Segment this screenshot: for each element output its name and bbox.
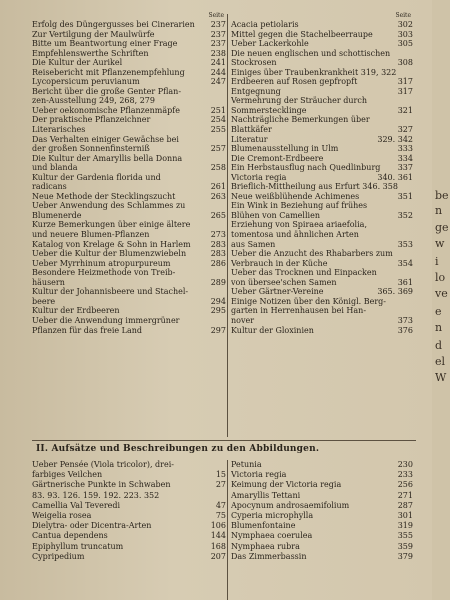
- toc-entry-title: Ein Herbstausflug nach Quedlinburg: [231, 163, 381, 173]
- facing-page-edge: [432, 0, 450, 600]
- toc-entry-title: Ueber Gärtner-Vereine: [231, 287, 324, 297]
- toc-right-column: [231, 12, 413, 335]
- toc-entry: [231, 297, 413, 307]
- toc-entry: [32, 259, 226, 269]
- toc-entry-title: Erdbeeren auf Rosen gepfropft: [231, 77, 358, 87]
- toc-entry: [32, 135, 226, 145]
- toc-entry-title: Die Kultur der Aurikel: [32, 58, 123, 68]
- toc-entry-page: 365. 369: [377, 287, 413, 297]
- toc-entry-page: 376: [397, 325, 413, 335]
- toc-entry: [32, 297, 226, 307]
- toc-entry: [231, 316, 413, 326]
- toc-entry-title: Besondere Heizmethode von Treib-: [32, 268, 176, 278]
- toc-entry: [231, 480, 413, 490]
- toc-entry-title: Kultur der Gardenia florida und: [32, 172, 161, 182]
- toc-entry-page: 15: [215, 470, 226, 480]
- toc-entry: [32, 249, 226, 259]
- toc-entry-page: 352: [397, 210, 413, 220]
- toc-entry-title: Blumenausstellung in Ulm: [231, 144, 339, 154]
- toc-entry-title: Victoria regia: [231, 470, 287, 480]
- toc-entry-title: und neuere Blumen-Pflanzen: [32, 230, 150, 240]
- toc-entry: [32, 182, 226, 192]
- toc-entry: [32, 106, 226, 116]
- toc-entry: [32, 87, 226, 97]
- toc-entry: [231, 326, 413, 336]
- toc-entry-title: Kultur der Erdbeeren: [32, 306, 120, 316]
- toc-entry-page: 237: [210, 20, 226, 29]
- toc-entry-page: 334: [397, 153, 413, 163]
- toc-entry: [231, 542, 413, 552]
- toc-entry: [231, 192, 413, 202]
- toc-entry: [32, 49, 226, 59]
- toc-entry: [32, 201, 226, 211]
- toc-entry-title: Stockrosen: [231, 58, 277, 68]
- toc-entry: [231, 106, 413, 116]
- toc-entry-page: 287: [397, 500, 413, 510]
- toc-entry-title: Nachträgliche Bemerkungen über: [231, 115, 370, 125]
- toc-entry-title: Neue Methode der Stecklingszucht: [32, 191, 176, 201]
- facing-page-fragment: be: [435, 189, 449, 202]
- toc-entry: [32, 39, 226, 49]
- facing-page-fragment: d: [435, 339, 443, 352]
- toc-entry: [231, 163, 413, 173]
- toc-entry-page: 308: [397, 58, 413, 68]
- toc-entry-page: 230: [397, 460, 413, 469]
- toc-entry-page: 379: [397, 551, 413, 561]
- toc-entry: [231, 125, 413, 135]
- toc-entry: [32, 77, 226, 87]
- toc-entry: [32, 240, 226, 250]
- toc-entry-title: Camellia Val Teveredi: [32, 500, 121, 510]
- toc-entry-page: 373: [397, 315, 413, 325]
- toc-entry-title: Ueber die Kultur der Blumenzwiebeln: [32, 249, 187, 259]
- toc-entry-title: Victoria regia: [231, 172, 287, 182]
- toc-entry-page: 244: [210, 67, 226, 77]
- toc-entry: [32, 220, 226, 230]
- toc-entry: [32, 173, 226, 183]
- toc-entry-title: Ein Wink in Beziehung auf frühes: [231, 201, 368, 211]
- facing-page-fragment: e: [435, 305, 442, 318]
- toc-entry: [231, 521, 413, 531]
- facing-page-fragment: W: [435, 371, 447, 384]
- toc-entry: [231, 20, 413, 30]
- toc-entry: [231, 306, 413, 316]
- toc-entry: [231, 511, 413, 521]
- toc-entry-title: Cantua dependens: [32, 531, 108, 541]
- toc-entry-page: 261: [210, 182, 226, 192]
- toc-entry-page: 258: [210, 163, 226, 173]
- toc-entry: [32, 501, 226, 511]
- toc-entry-title: Ueber Lackerkohle: [231, 39, 309, 49]
- toc-entry-title: 83. 93. 126. 159. 192. 223. 352: [32, 490, 160, 500]
- toc-entry: [32, 316, 226, 326]
- toc-entry-page: 254: [210, 115, 226, 125]
- toc-entry-page: 265: [210, 210, 226, 220]
- toc-entry-title: und blanda: [32, 163, 78, 173]
- toc-entry-page: 317: [397, 77, 413, 87]
- section2-right-column: [231, 460, 413, 562]
- toc-entry: [231, 259, 413, 269]
- toc-entry: [231, 144, 413, 154]
- toc-entry: [32, 144, 226, 154]
- toc-entry-title: Kurze Bemerkungen über einige ältere: [32, 220, 191, 230]
- toc-entry: [32, 480, 226, 490]
- toc-entry-title: von übersee'schen Samen: [231, 277, 337, 287]
- facing-page-fragment: n: [435, 321, 443, 334]
- facing-page-fragment: ve: [435, 287, 448, 300]
- toc-entry-title: Ueber oekonomische Pflanzenmäpfe: [32, 105, 180, 115]
- toc-left-column: [32, 12, 226, 335]
- toc-entry-title: Bitte um Beantwortung einer Frage: [32, 39, 178, 49]
- toc-entry-title: Erfolg des Düngergusses bei Cinerarien: [32, 20, 195, 29]
- toc-entry: [231, 287, 413, 297]
- toc-entry-title: Nymphaea coerulea: [231, 531, 313, 541]
- toc-entry: [32, 30, 226, 40]
- toc-entry-title: Verbrauch in der Küche: [231, 258, 328, 268]
- toc-entry-title: Bericht über die große Genter Pflan-: [32, 86, 182, 96]
- toc-entry-title: Blumenfontaine: [231, 521, 296, 531]
- toc-entry: [231, 135, 413, 145]
- toc-entry-page: 238: [210, 48, 226, 58]
- toc-entry-page: 237: [210, 39, 226, 49]
- toc-entry: [231, 230, 413, 240]
- toc-entry-title: Amaryllis Tettani: [231, 490, 301, 500]
- toc-entry: [32, 287, 226, 297]
- toc-entry: [231, 68, 413, 78]
- toc-entry-title: Entgegnung: [231, 86, 281, 96]
- toc-entry-page: 303: [397, 29, 413, 39]
- section-heading: II. Aufsätze und Beschreibungen zu den Abbildungen.: [36, 444, 320, 454]
- toc-entry-title: Epiphyllum truncatum: [32, 541, 124, 551]
- toc-entry: [32, 58, 226, 68]
- toc-entry-title: Sommerstecklinge: [231, 105, 307, 115]
- toc-entry-title: Reisebericht mit Pflanzenempfehlung: [32, 67, 185, 77]
- toc-entry-page: 333: [397, 144, 413, 154]
- toc-entry: [231, 249, 413, 259]
- toc-entry-page: 294: [210, 296, 226, 306]
- toc-entry-title: Keimung der Victoria regia: [231, 480, 342, 490]
- toc-entry-page: 247: [210, 77, 226, 87]
- facing-page-fragment: n: [435, 204, 443, 217]
- toc-entry: [231, 115, 413, 125]
- toc-entry-title: Lycopersicum peruvianum: [32, 77, 140, 87]
- toc-entry: [32, 491, 226, 501]
- toc-entry-title: aus Samen: [231, 239, 276, 249]
- toc-entry: [231, 220, 413, 230]
- section2-right-list: [231, 460, 413, 562]
- toc-entry-title: Blattkäfer: [231, 125, 272, 135]
- toc-entry-page: 317: [397, 86, 413, 96]
- facing-page-fragment: i: [435, 255, 439, 268]
- toc-entry: [32, 531, 226, 541]
- toc-entry-title: Einige Notizen über den Königl. Berg-: [231, 296, 386, 306]
- toc-entry: [32, 125, 226, 135]
- seite-label: Seite: [208, 12, 224, 19]
- toc-entry-page: 354: [397, 258, 413, 268]
- toc-entry: [231, 201, 413, 211]
- toc-entry-title: Ueber das Trocknen und Einpacken: [231, 268, 377, 278]
- toc-entry-page: 251: [210, 105, 226, 115]
- toc-entry-page: 27: [215, 480, 226, 490]
- toc-entry-title: der großen Sonnenfinsterniß: [32, 144, 150, 154]
- toc-entry-title: Ueber die Anwendung immergrüner: [32, 315, 180, 325]
- toc-entry-title: Literarisches: [32, 125, 86, 135]
- toc-entry-title: Dielytra- oder Dicentra-Arten: [32, 521, 152, 531]
- toc-entry-title: Zur Vertilgung der Maulwürfe: [32, 29, 155, 39]
- section-rule: [32, 440, 416, 441]
- toc-entry-title: Die Cremont-Erdbeere: [231, 153, 324, 163]
- toc-entry: [231, 39, 413, 49]
- toc-entry-title: Die neuen englischen und schottischen: [231, 48, 391, 58]
- toc-entry: [231, 240, 413, 250]
- toc-entry: [32, 268, 226, 278]
- toc-entry-page: 302: [397, 20, 413, 29]
- toc-entry-title: nover: [231, 315, 255, 325]
- facing-page-fragment: ge: [435, 221, 449, 234]
- toc-entry-page: 295: [210, 306, 226, 316]
- toc-entry-page: 340. 361: [377, 172, 413, 182]
- toc-entry-title: Einiges über Traubenkrankheit 319, 322: [231, 67, 397, 77]
- toc-entry-page: 359: [397, 541, 413, 551]
- toc-entry-title: Petunia: [231, 460, 262, 469]
- toc-entry: [32, 192, 226, 202]
- toc-entry-page: 273: [210, 230, 226, 240]
- toc-entry-title: zen-Ausstellung 249, 268, 279: [32, 96, 155, 106]
- toc-entry: [32, 460, 226, 470]
- toc-entry: [231, 211, 413, 221]
- toc-entry-title: Der praktische Pflanzeichner: [32, 115, 151, 125]
- toc-entry: [231, 552, 413, 562]
- toc-entry-page: 327: [397, 125, 413, 135]
- toc-entry: [231, 49, 413, 59]
- toc-entry: [231, 182, 413, 192]
- toc-entry-title: Mittel gegen die Stachelbeerraupe: [231, 29, 373, 39]
- toc-entry-page: 289: [210, 277, 226, 287]
- toc-entry-page: 319: [397, 521, 413, 531]
- toc-entry-title: Gärtnerische Punkte in Schwaben: [32, 480, 171, 490]
- toc-entry: [231, 501, 413, 511]
- toc-entry-page: 361: [397, 277, 413, 287]
- toc-entry: [231, 531, 413, 541]
- toc-entry-title: Nymphaea rubra: [231, 541, 300, 551]
- toc-entry-title: radicans: [32, 182, 67, 192]
- toc-entry-page: 321: [397, 105, 413, 115]
- toc-entry-page: 168: [210, 541, 226, 551]
- toc-entry-title: Pflanzen für das freie Land: [32, 325, 143, 335]
- toc-entry-page: 233: [397, 470, 413, 480]
- toc-entry-title: Kultur der Gloxinien: [231, 325, 314, 335]
- toc-entry-page: 283: [210, 239, 226, 249]
- toc-entry-title: häusern: [32, 277, 65, 287]
- toc-entry-title: Empfehlenswerthe Schriften: [32, 48, 149, 58]
- toc-entry: [231, 154, 413, 164]
- toc-entry-page: 241: [210, 58, 226, 68]
- toc-entry-page: 237: [210, 29, 226, 39]
- toc-entry: [32, 96, 226, 106]
- toc-entry: [32, 230, 226, 240]
- toc-entry-title: Ueber Myrrhinum atropurpureum: [32, 258, 171, 268]
- toc-entry-title: Weigelia rosea: [32, 511, 92, 521]
- toc-entry-title: Acacia petiolaris: [231, 20, 299, 29]
- toc-entry-page: 297: [210, 325, 226, 335]
- toc-entry-title: Ueber die Anzucht des Rhabarbers zum: [231, 249, 393, 259]
- toc-entry-title: Erziehung von Spiraea ariaefolia,: [231, 220, 367, 230]
- toc-entry: [231, 96, 413, 106]
- facing-page-fragment: lo: [435, 271, 446, 284]
- toc-entry: [231, 87, 413, 97]
- toc-entry-page: 301: [397, 511, 413, 521]
- toc-entry: [32, 115, 226, 125]
- toc-entry-page: 271: [397, 490, 413, 500]
- section2-left-column: [32, 460, 226, 562]
- toc-entry-page: 305: [397, 39, 413, 49]
- toc-entry-title: Blühen von Camellien: [231, 210, 320, 220]
- toc-entry-page: 255: [210, 125, 226, 135]
- toc-entry: [32, 68, 226, 78]
- toc-entry-page: 329. 342: [377, 134, 413, 144]
- toc-entry: [32, 278, 226, 288]
- toc-entry-page: 207: [210, 551, 226, 561]
- toc-entry: [32, 154, 226, 164]
- toc-entry: [231, 173, 413, 183]
- toc-entry: [231, 278, 413, 288]
- toc-right-list: [231, 20, 413, 335]
- facing-page-fragment: w: [435, 237, 445, 250]
- column-divider: [227, 14, 228, 437]
- toc-entry: [32, 470, 226, 480]
- toc-entry-title: tomentosa und ähnlichen Arten: [231, 230, 359, 240]
- toc-entry-page: 351: [397, 191, 413, 201]
- toc-entry-title: Cypripedium: [32, 551, 85, 561]
- toc-entry-page: 75: [215, 511, 226, 521]
- toc-entry-title: Das Zimmerbassin: [231, 551, 307, 561]
- toc-entry-title: garten in Herrenhausen bei Han-: [231, 306, 367, 316]
- section2-left-list: [32, 460, 226, 562]
- toc-entry-title: Vermehrung der Sträucher durch: [231, 96, 367, 106]
- toc-entry-page: 47: [215, 500, 226, 510]
- toc-entry: [32, 211, 226, 221]
- toc-entry: [32, 521, 226, 531]
- toc-entry: [32, 20, 226, 30]
- toc-entry-page: 144: [210, 531, 226, 541]
- toc-entry-page: 256: [397, 480, 413, 490]
- toc-entry-page: 286: [210, 258, 226, 268]
- toc-entry-page: 353: [397, 239, 413, 249]
- toc-entry-title: Ueber Pensée (Viola tricolor), drei-: [32, 460, 174, 469]
- toc-entry-title: Die Kultur der Amaryllis bella Donna: [32, 153, 183, 163]
- toc-entry-title: Apocynum androsaemifolium: [231, 500, 350, 510]
- toc-entry: [231, 30, 413, 40]
- toc-entry-page: 355: [397, 531, 413, 541]
- section2-divider: [227, 460, 228, 600]
- toc-entry-page: 283: [210, 249, 226, 259]
- toc-entry-title: Brieflich-Mittheilung aus Erfurt 346. 358: [231, 182, 398, 192]
- toc-entry-title: Neue weißblühende Achimenes: [231, 191, 360, 201]
- toc-entry: [231, 470, 413, 480]
- toc-left-list: [32, 20, 226, 335]
- toc-entry: [32, 552, 226, 562]
- toc-entry-title: Cyperia microphylla: [231, 511, 314, 521]
- toc-entry-title: Das Verhalten einiger Gewächse bei: [32, 134, 179, 144]
- toc-entry: [231, 268, 413, 278]
- toc-entry: [231, 491, 413, 501]
- toc-entry: [231, 77, 413, 87]
- toc-entry-page: 263: [210, 191, 226, 201]
- seite-label-right: Seite: [395, 12, 411, 19]
- toc-entry: [32, 306, 226, 316]
- toc-entry: [231, 460, 413, 470]
- toc-entry-title: Blumenerde: [32, 210, 82, 220]
- facing-page-fragment: el: [435, 355, 446, 368]
- toc-entry: [32, 326, 226, 336]
- toc-entry-title: Katalog von Krelage & Sohn in Harlem: [32, 239, 191, 249]
- toc-entry: [231, 58, 413, 68]
- toc-entry-title: beere: [32, 296, 56, 306]
- toc-entry-page: 106: [210, 521, 226, 531]
- toc-entry-title: farbiges Veilchen: [32, 470, 103, 480]
- toc-entry: [32, 163, 226, 173]
- toc-entry-title: Ueber Anwendung des Schlammes zu: [32, 201, 186, 211]
- toc-entry-title: Literatur: [231, 134, 268, 144]
- toc-entry-title: Kultur der Johannisbeere und Stachel-: [32, 287, 189, 297]
- toc-entry-page: 257: [210, 144, 226, 154]
- toc-entry: [32, 542, 226, 552]
- toc-entry: [32, 511, 226, 521]
- toc-entry-page: 337: [397, 163, 413, 173]
